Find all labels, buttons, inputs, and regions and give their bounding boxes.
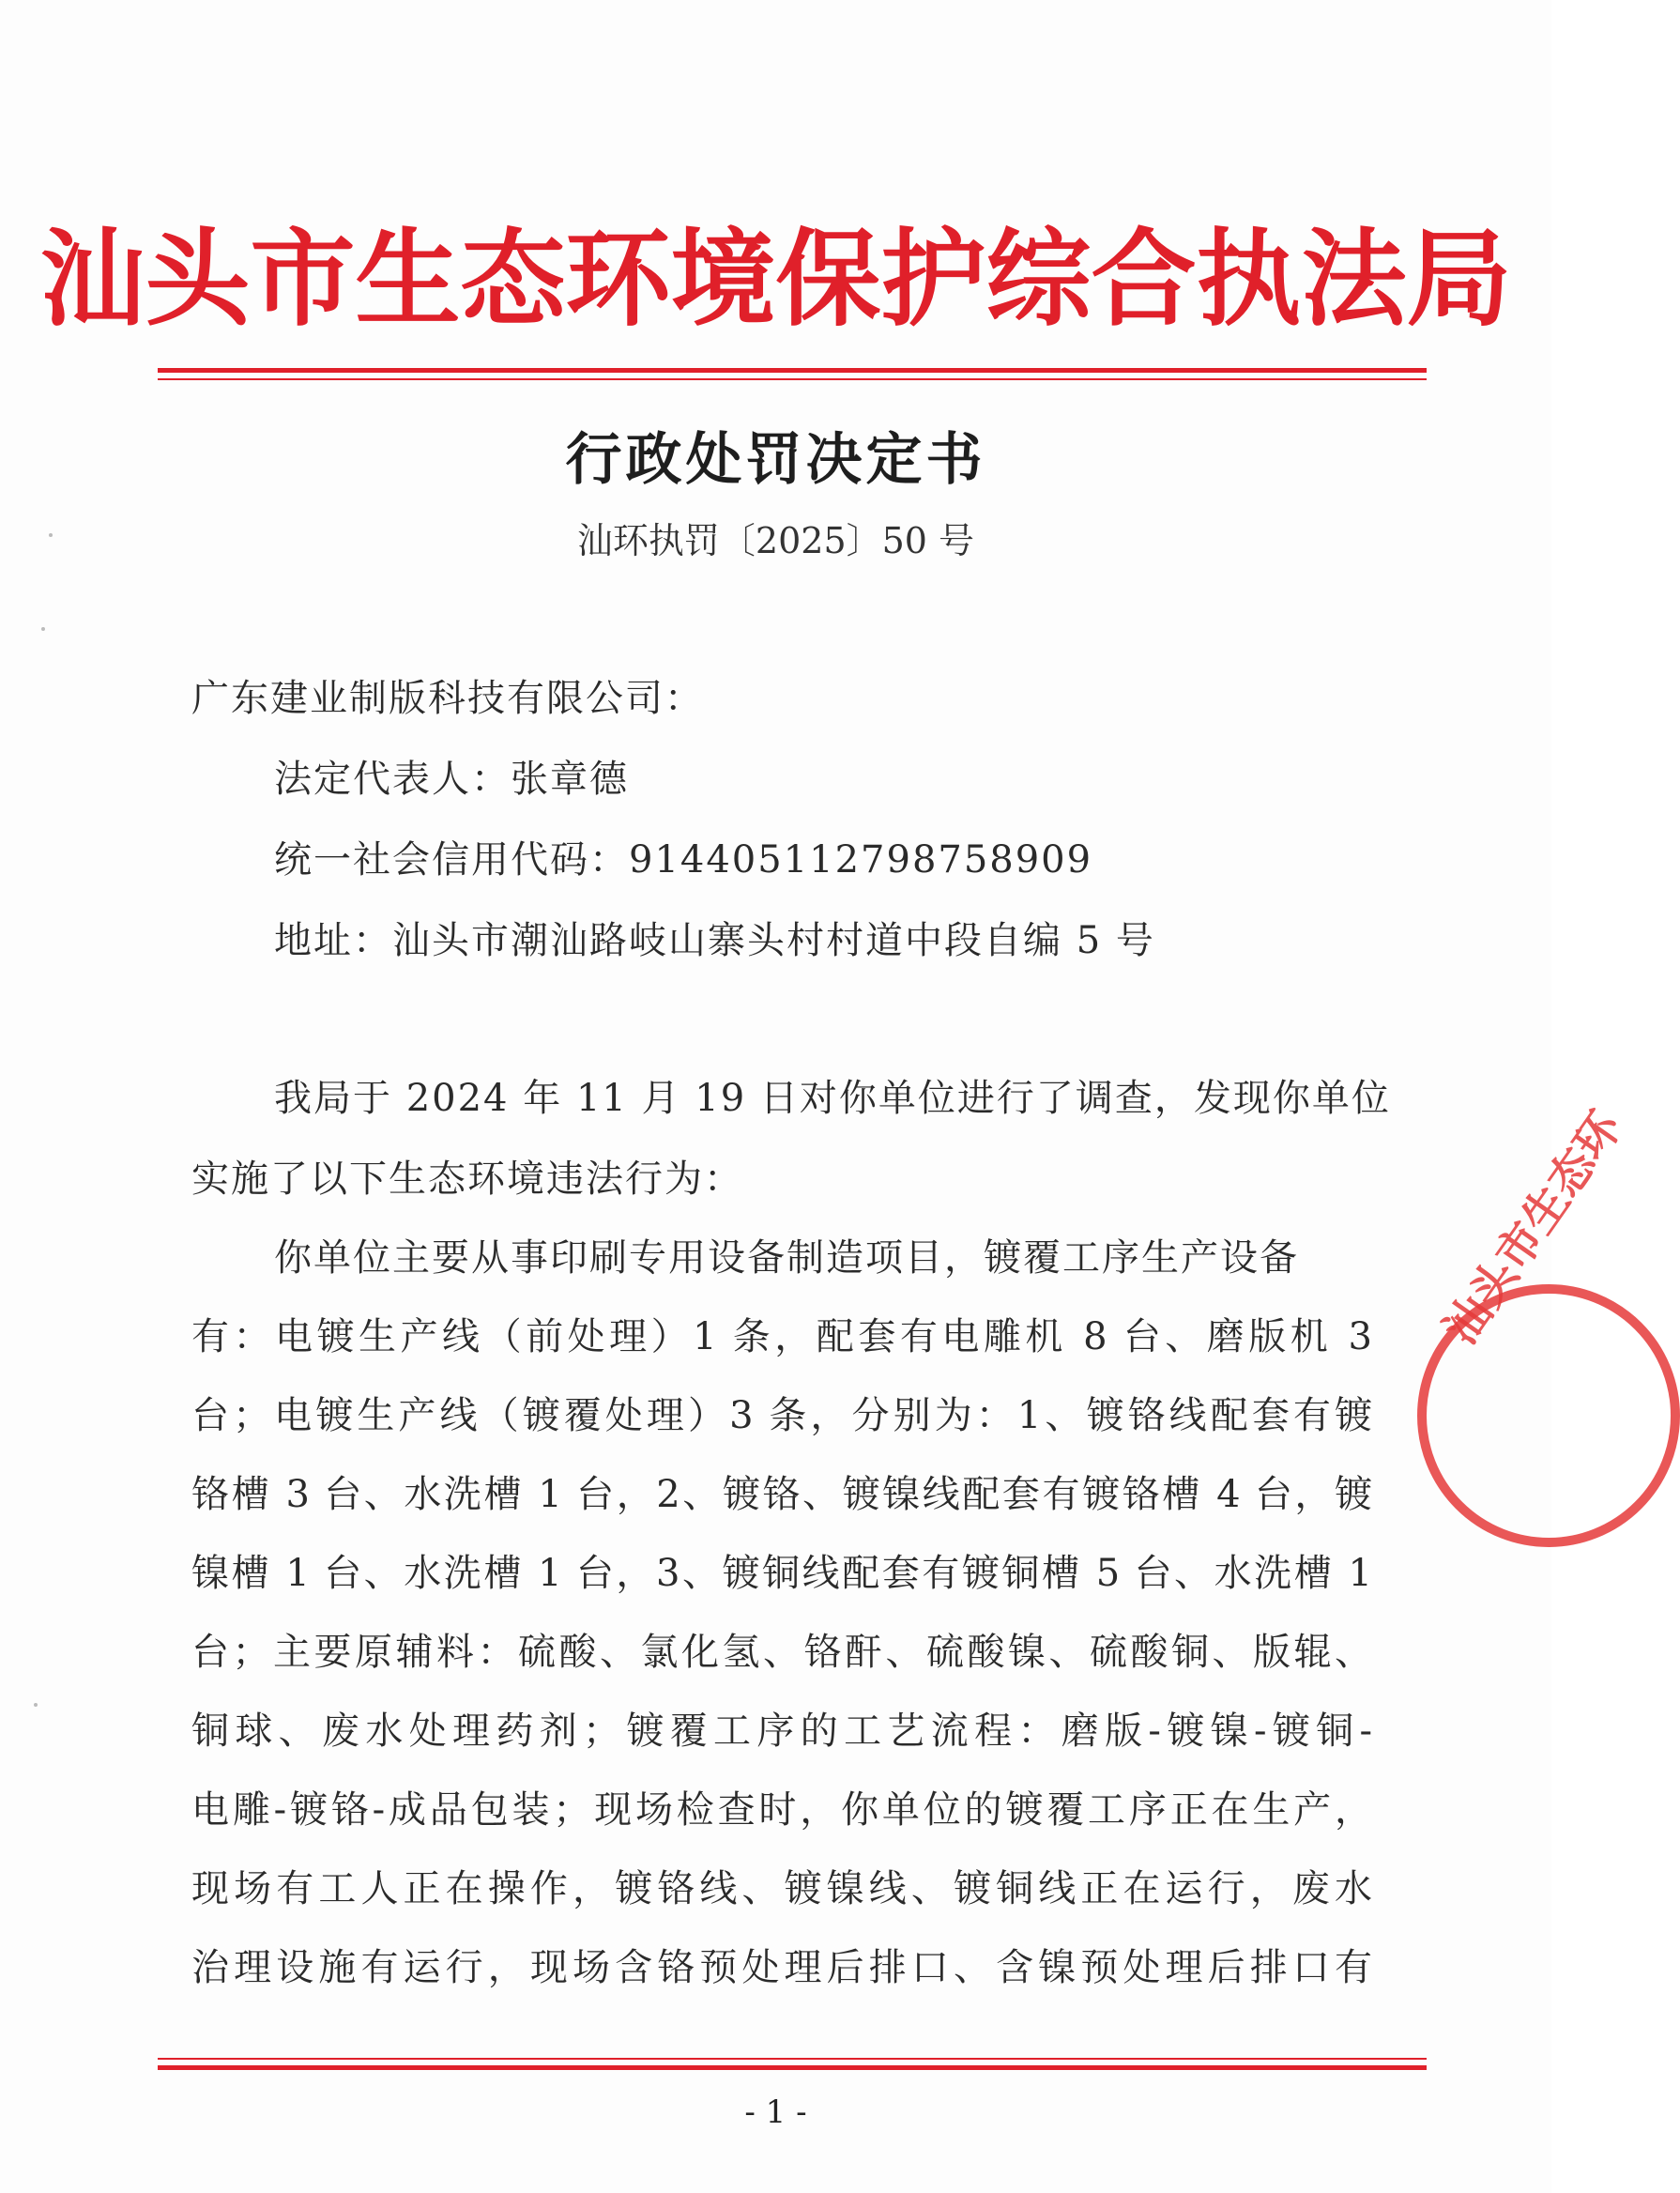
recipient-company: 广东建业制版科技有限公司： (191, 677, 704, 720)
paragraph-line: 你单位主要从事印刷专用设备制造项目，镀覆工序生产设备 (274, 1236, 1299, 1280)
paragraph-line: 治理设施有运行，现场含铬预处理后排口、含镍预处理后排口有 (191, 1946, 1372, 1989)
header-red-rule-thin (158, 378, 1427, 380)
header-red-rule-thick (158, 368, 1427, 373)
paragraph-line: 镍槽 1 台、水洗槽 1 台，3、镀铜线配套有镀铜槽 5 台、水洗槽 1 (191, 1552, 1372, 1595)
address: 地址：汕头市潮汕路岐山寨头村村道中段自编 5 号 (274, 919, 1155, 962)
paragraph-line: 铜球、废水处理药剂；镀覆工序的工艺流程：磨版-镀镍-镀铜- (191, 1710, 1372, 1753)
credit-code: 统一社会信用代码：914405112798758909 (274, 838, 1093, 882)
document-title: 行政处罚决定书 (565, 427, 986, 493)
page-number: - 1 - (744, 2093, 807, 2131)
paragraph-line: 实施了以下生态环境违法行为： (191, 1158, 743, 1201)
scan-speck (34, 1703, 38, 1707)
issuing-authority-header: 汕头市生态环境保护综合执法局 (39, 218, 1512, 341)
paragraph-line: 铬槽 3 台、水洗槽 1 台，2、镀铬、镀镍线配套有镀铬槽 4 台，镀 (191, 1473, 1372, 1516)
scan-speck (49, 533, 53, 537)
footer-red-rule-thick (158, 2065, 1427, 2070)
paragraph-line: 我局于 2024 年 11 月 19 日对你单位进行了调查，发现你单位 (274, 1077, 1391, 1120)
legal-representative: 法定代表人：张章德 (274, 758, 629, 801)
paragraph-line: 电雕-镀铬-成品包装；现场检查时，你单位的镀覆工序正在生产， (191, 1788, 1372, 1832)
paragraph-line: 台；主要原辅料：硫酸、氯化氢、铬酐、硫酸镍、硫酸铜、版辊、 (191, 1631, 1372, 1674)
paragraph-line: 现场有工人正在操作，镀铬线、镀镍线、镀铜线正在运行，废水 (191, 1867, 1372, 1910)
paragraph-line: 台；电镀生产线（镀覆处理）3 条，分别为：1、镀铬线配套有镀 (191, 1394, 1372, 1437)
paragraph-line: 有：电镀生产线（前处理）1 条，配套有电雕机 8 台、磨版机 3 (191, 1315, 1372, 1358)
footer-red-rule-thin (158, 2058, 1427, 2060)
document-number: 汕环执罚〔2025〕50 号 (576, 520, 975, 561)
official-seal-text: 汕头市生态环 (1434, 1102, 1633, 1355)
scan-speck (41, 627, 45, 631)
